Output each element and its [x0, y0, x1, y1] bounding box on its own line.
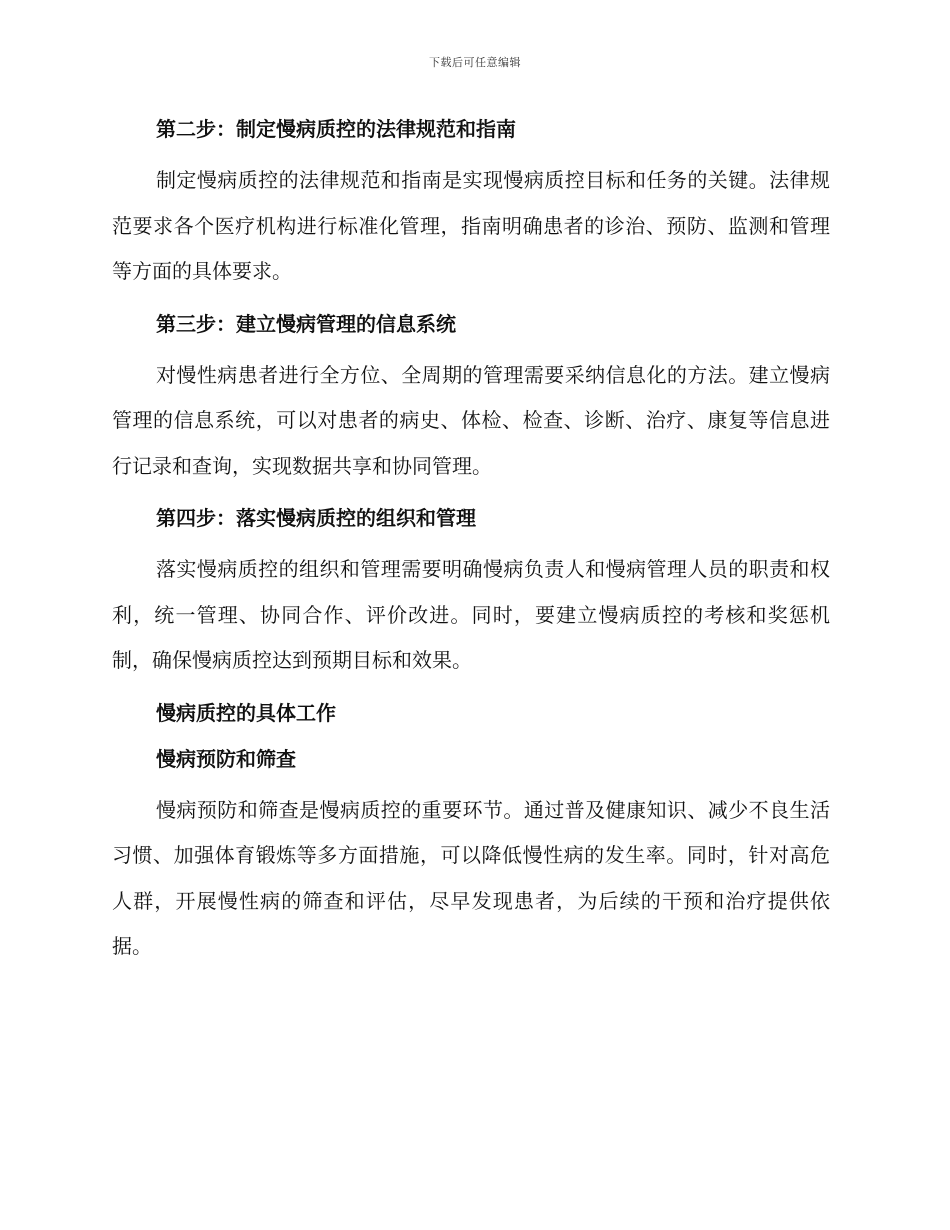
document-body	[112, 112, 830, 982]
page-header: 下载后可任意编辑	[429, 56, 521, 69]
section-heading-step-2: 第二步：制定慢病质控的法律规范和指南	[156, 117, 516, 141]
section-heading-step-4: 第四步：落实慢病质控的组织和管理	[156, 506, 476, 530]
section-heading-prevention-screening: 慢病预防和筛查	[156, 746, 296, 771]
section-paragraph-step-3: 对慢性病患者进行全方位、全周期的管理需要采纳信息化的方法。建立慢病管理的信息系统，可以对患者的病史、体检、检查、诊断、治疗、康复等信息进行记录和查询，实现数据共享和协同管理。	[112, 362, 830, 478]
section-heading-step-3: 第三步：建立慢病管理的信息系统	[156, 311, 456, 336]
section-paragraph-step-2: 制定慢病质控的法律规范和指南是实现慢病质控目标和任务的关键。法律规范要求各个医疗机构进行标准化管理，指南明确患者的诊治、预防、监测和管理等方面的具体要求。	[112, 168, 830, 283]
section-paragraph-step-4: 落实慢病质控的组织和管理需要明确慢病负责人和慢病管理人员的职责和权利，统一管理、协同合作、评价改进。同时，要建立慢病质控的考核和奖惩机制，确保慢病质控达到预期目标和效果。	[112, 557, 830, 672]
section-paragraph-prevention-screening: 慢病预防和筛查是慢病质控的重要环节。通过普及健康知识、减少不良生活习惯、加强体育锻炼等多方面措施，可以降低慢性病的发生率。同时，针对高危人群，开展慢性病的筛查和评估，尽早发现患者，为后续的干预和治疗提供依据。	[112, 797, 830, 958]
section-heading-specific-work: 慢病质控的具体工作	[156, 700, 336, 725]
